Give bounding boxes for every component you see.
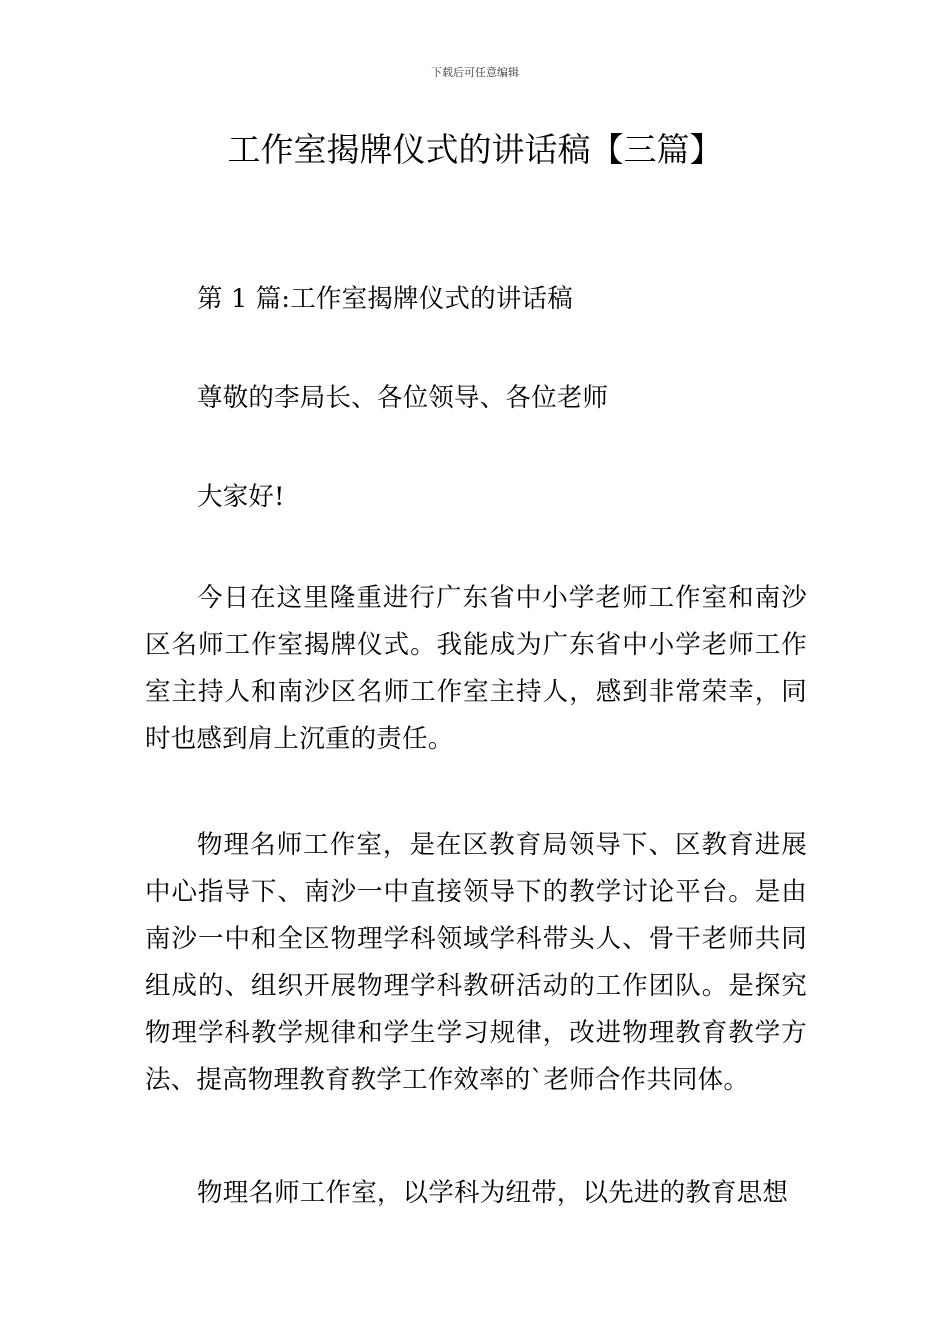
body-paragraph: 物理名师工作室，是在区教育局领导下、区教育进展中心指导下、南沙一中直接领导下的教学讨论平台。是由南沙一中和全区物理学科领域学科带头人、骨干老师共同组成的、组织开展物理学科教研活动的工作团队。是探究物理学科教学规律和学生学习规律，改进物理教育教学方法、提高物理教育教学工作效率的`老师合作共同体。 <box>145 830 807 1095</box>
section-heading: 第 1 篇:工作室揭牌仪式的讲话稿 <box>197 284 573 314</box>
greeting: 大家好! <box>197 482 285 512</box>
body-paragraph: 物理名师工作室，以学科为纽带，以先进的教育思想 <box>197 1178 789 1208</box>
body-paragraph: 今日在这里隆重进行广东省中小学老师工作室和南沙区名师工作室揭牌仪式。我能成为广东省中小学老师工作室主持人和南沙区名师工作室主持人，感到非常荣幸，同时也感到肩上沉重的责任。 <box>145 583 807 754</box>
header-note: 下载后可任意编辑 <box>431 66 519 79</box>
document-title: 工作室揭牌仪式的讲话稿【三篇】 <box>227 130 723 169</box>
salutation: 尊敬的李局长、各位领导、各位老师 <box>197 383 609 413</box>
